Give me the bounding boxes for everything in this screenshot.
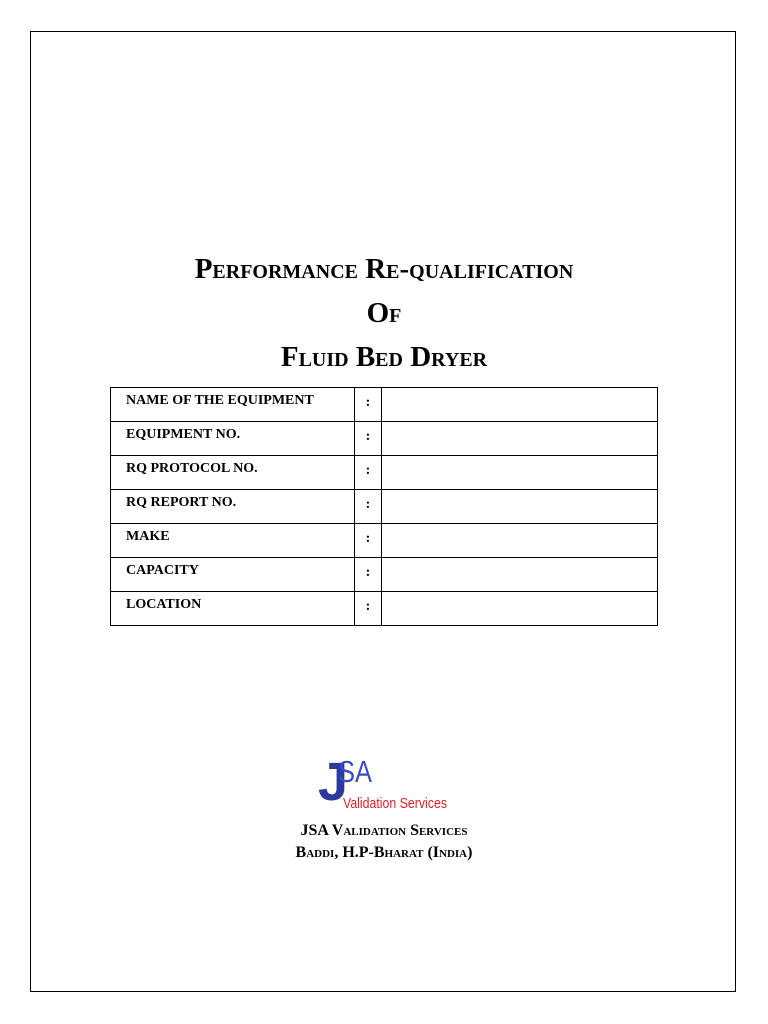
row-value (382, 592, 658, 626)
row-value (382, 422, 658, 456)
equipment-info-table (110, 387, 658, 626)
title-line-1: Performance Re-qualification (194, 253, 574, 285)
table-row (111, 388, 658, 422)
table-row (111, 456, 658, 490)
row-label: CAPACITY (111, 558, 355, 592)
row-separator: : (355, 592, 382, 626)
row-separator: : (355, 388, 382, 422)
table-row (111, 592, 658, 626)
logo-letters-sa: SA (338, 754, 373, 789)
row-value (382, 558, 658, 592)
row-label: RQ PROTOCOL NO. (111, 456, 355, 490)
row-label: EQUIPMENT NO. (111, 422, 355, 456)
row-separator: : (355, 524, 382, 558)
row-separator: : (355, 558, 382, 592)
row-value (382, 456, 658, 490)
row-separator: : (355, 490, 382, 524)
row-label: LOCATION (111, 592, 355, 626)
title-line-3: Fluid Bed Dryer (280, 341, 488, 373)
company-name: JSA Validation Services (300, 822, 468, 839)
row-separator: : (355, 456, 382, 490)
jsa-logo (318, 752, 450, 814)
row-value (382, 490, 658, 524)
row-value (382, 388, 658, 422)
logo-tagline: Validation Services (343, 795, 447, 812)
row-label: RQ REPORT NO. (111, 490, 355, 524)
document-title (0, 247, 768, 379)
company-address: Baddi, H.P-Bharat (India) (295, 844, 473, 861)
row-value (382, 524, 658, 558)
logo-letter-j: J (318, 752, 349, 812)
table-row (111, 490, 658, 524)
row-separator: : (355, 422, 382, 456)
title-line-2: Of (366, 297, 402, 329)
table-row (111, 524, 658, 558)
table-row (111, 422, 658, 456)
table-row (111, 558, 658, 592)
company-info (0, 820, 768, 864)
row-label: NAME OF THE EQUIPMENT (111, 388, 355, 422)
row-label: MAKE (111, 524, 355, 558)
